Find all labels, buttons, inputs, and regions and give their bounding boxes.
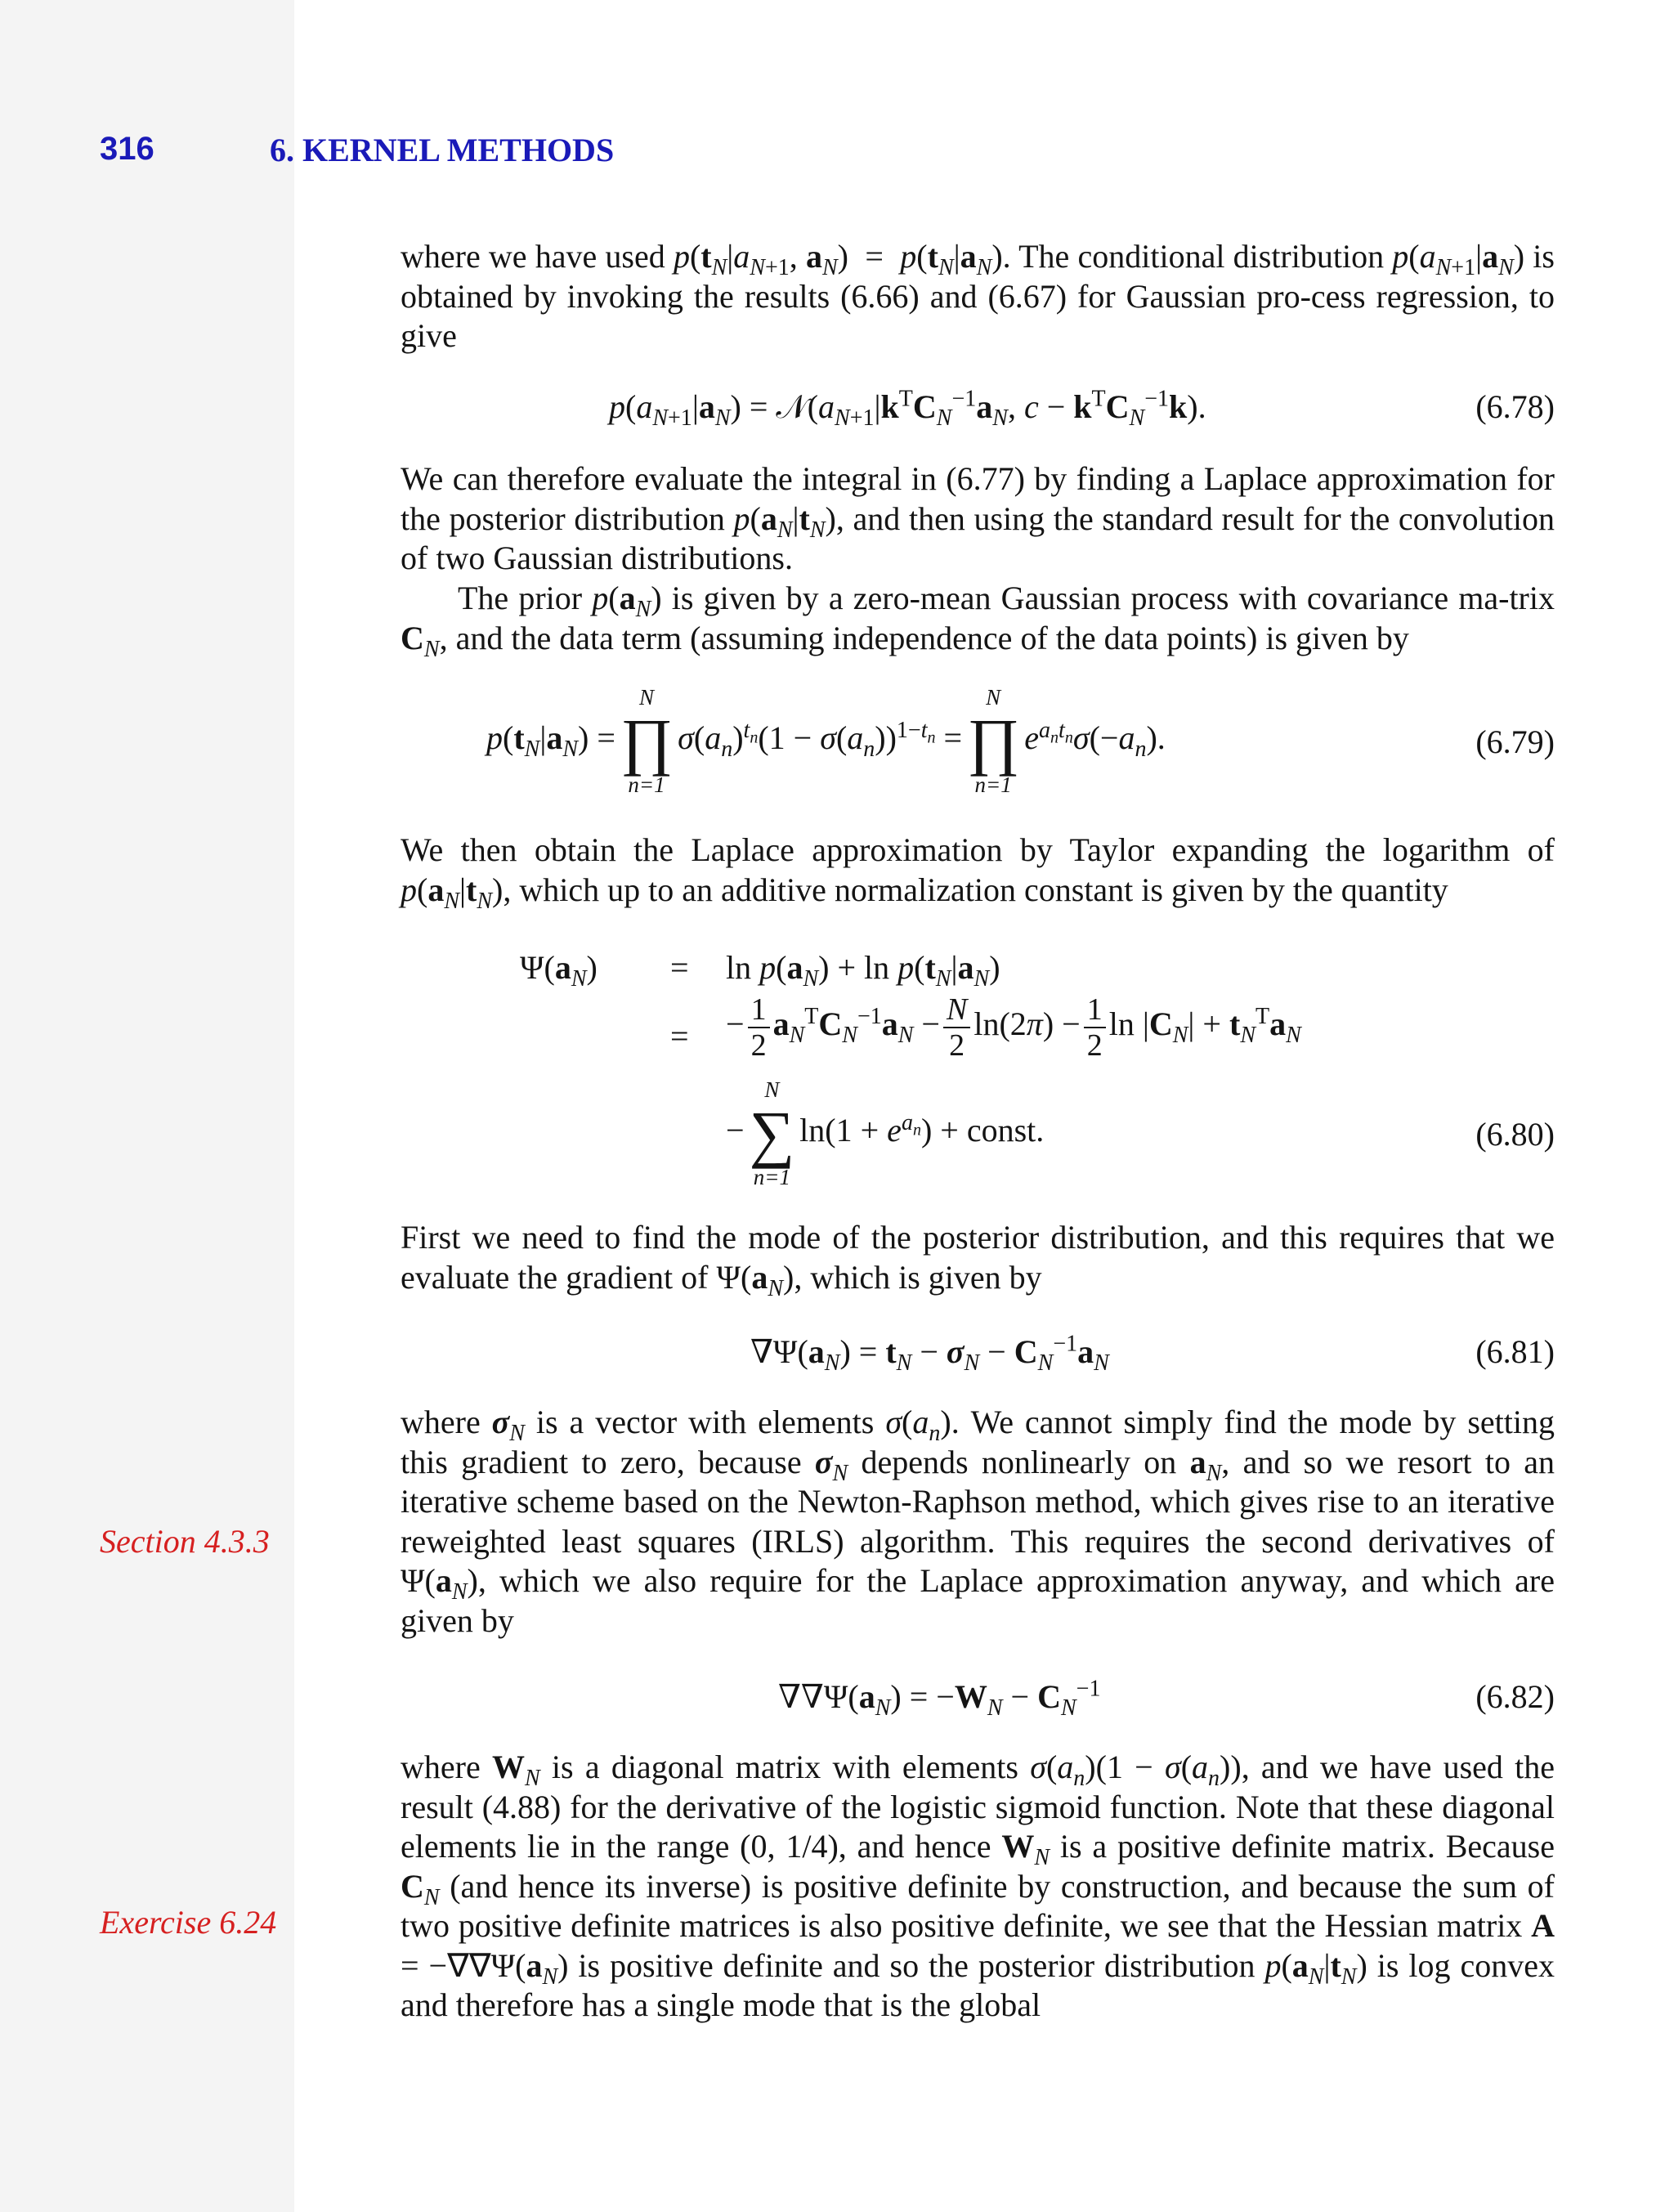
equation-number: (6.80) (1475, 1116, 1555, 1153)
equation-6-81: $\nabla\Psi(a_N) = t_N - \sigma_N - C_N^{-1}a_N$ (750, 1331, 1109, 1376)
paragraph-5: First we need to find the mode of the posterior distribution, and this requires that we evaluate the gradient of $\Psi(a_N)$, which is given by (401, 1219, 1555, 1301)
equation-number: (6.78) (1475, 388, 1555, 425)
margin-note-section-link[interactable]: Section 4.3.3 (100, 1523, 270, 1560)
paragraph-7: where $W_N$ is a diagonal matrix with elements $\sigma(a_n)(1 - \sigma(a_n))$, and we have used the result (4.88) for the derivative of the logistic sigmoid function. Note that these diagonal elements lie in the range (0, 1/4), and hence $W_N$ is a positive definite matrix. Because $C_N$ (and hence its inverse) is positive definite by construction, and because the sum of two positive definite matrices is also positive definite, we see that the Hessian matrix $A = -\nabla\nabla\Psi(a_N)$ is positive definite and so the posterior distribution $p(a_N|t_N)$ is log convex and therefore has a single mode that is the global (401, 1749, 1555, 2023)
equation-6-79: $p(t_N|a_N)$ = N ∏ n=1 $\sigma(a_n)^{t_n}(1 - \sigma(a_n))^{1-t_n}$ = N ∏ n=1 $e^{a_nt_n}\sigma(-a_n)$. (486, 685, 1166, 797)
equation-6-82: $\nabla\nabla\Psi(a_N) = -W_N - C_N^{-1}$ (778, 1676, 1101, 1721)
inline-math: $p(t_N|a_{N+1}$, $a_N) = p(t_N|a_N)$ (673, 238, 1003, 280)
equation-6-80-line3: − N ∑ n=1 $\ln(1 + e^{a_n})$ + const. (726, 1077, 1045, 1189)
paragraph-3: The prior $p(a_N)$ is given by a zero-mean Gaussian process with covariance ma-trix $C_N$, and the data term (assuming independence of the data points) is given by (401, 580, 1555, 662)
margin-note-exercise-link[interactable]: Exercise 6.24 (100, 1904, 277, 1941)
chapter-title: 6. KERNEL METHODS (270, 132, 615, 168)
page-number: 316 (100, 131, 154, 167)
paragraph-4: We then obtain the Laplace approximation by Taylor expanding the logarithm of $p(a_N|t_N)$, which up to an additive normalization constant is given by the quantity (401, 831, 1555, 914)
margin-column (0, 0, 294, 2212)
equation-number: (6.81) (1475, 1333, 1555, 1370)
equation-6-80-line1: $\Psi(a_N)$ (520, 949, 598, 992)
paragraph-2: We can therefore evaluate the integral in (6.77) by finding a Laplace approximation for the posterior distribution $p(a_N|t_N)$, and then using the standard result for the convolution of two Gaussian distributions. (401, 460, 1555, 576)
paragraph-1: where we have used $p(t_N|a_{N+1}$, $a_N) = p(t_N|a_N)$. The conditional distribution $p(a_{N+1}|a_N)$ is obtained by invoking the results (6.66) and (6.67) for Gaussian pro-cess regression, to give (401, 238, 1555, 354)
equation-number: (6.82) (1475, 1678, 1555, 1715)
inline-math: $p(a_{N+1}|a_N)$ (1392, 238, 1525, 280)
equation-6-80-line2: − $\frac{1}{2}$ $a_N^TC_N^{-1}a_N$ − $\frac{N}{2}$ ln(2π) − $\frac{1}{2}$ $\ln |C_N| + t_N^Ta_N$ (726, 992, 1301, 1063)
equation-6-78: $p(a_{N+1}|a_N)$ = $𝒩(a_{N+1}|k^TC_N^{-1}a_N$, $c - k^TC_N^{-1}k$). (609, 386, 1206, 431)
paragraph-6: where $\sigma_N$ is a vector with elements $\sigma(a_n)$. We cannot simply find the mode by setting this gradient to zero, because $\sigma_N$ depends nonlinearly on $a_N$, and so we resort to an iterative scheme based on the Newton-Raphson method, which gives rise to an iterative reweighted least squares (IRLS) algorithm. This requires the second derivatives of $\Psi(a_N)$, which we also require for the Laplace approximation anyway, and which are given by (401, 1404, 1555, 1639)
equation-number: (6.79) (1475, 723, 1555, 760)
